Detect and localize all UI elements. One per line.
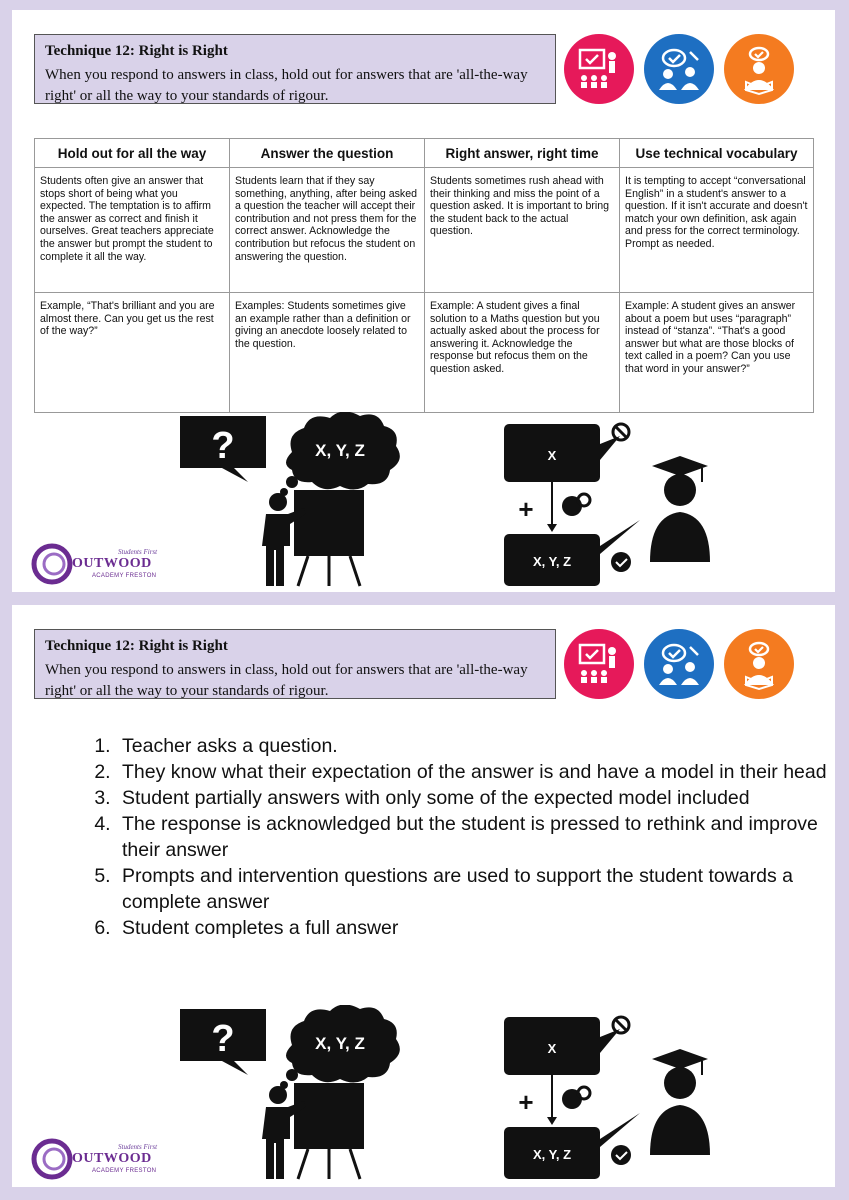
table-cell: Example, “That's brilliant and you are almost there. Can you get us the rest of the way?” — [35, 293, 230, 413]
question-mark-text: ? — [211, 425, 235, 467]
slide-steps — [12, 605, 835, 1187]
logo-tagline: Students First — [118, 1143, 158, 1151]
list-item: 5. Prompts and intervention questions are used to support the student towards a complete answer — [116, 863, 836, 915]
outwood-swirl-icon — [30, 1137, 74, 1181]
reading-student-icon — [724, 34, 794, 104]
column-header: Hold out for all the way — [35, 139, 230, 168]
teacher-question-pictogram — [180, 1005, 425, 1181]
plus-text: + — [518, 494, 534, 524]
teacher-presenting-icon — [564, 34, 634, 104]
feedback-conversation-icon — [644, 629, 714, 699]
answer-process-pictogram — [502, 1015, 712, 1181]
technique-description: When you respond to answers in class, hold out for answers that are 'all-the-way right' or all the way to your standards of rigour. — [45, 67, 528, 104]
table-cell: Example: A student gives an answer about a poem but uses “paragraph” instead of “stanza”. “That's a good answer but what are those blocks of text called in a poem? Can you use that word in your answer?” — [620, 293, 814, 413]
table-cell: Example: A student gives a final solution to a Maths question but you actually asked about the process for answering it. Acknowledge the response but refocus them on the question asked. — [425, 293, 620, 413]
question-mark-text: ? — [211, 1018, 235, 1060]
logo-tagline: Students First — [118, 548, 158, 556]
list-item: 6. Student completes a full answer — [116, 915, 836, 941]
list-item: 2. They know what their expectation of the answer is and have a model in their head — [116, 759, 836, 785]
box-top-text: X — [547, 448, 557, 463]
table-header-row — [35, 139, 814, 168]
technique-title-box — [34, 34, 556, 104]
slide-table — [12, 10, 835, 592]
table-cell: Students sometimes rush ahead with their thinking and miss the point of a question asked. It is important to bring the student back to the actual question. — [425, 168, 620, 293]
logo-academy: ACADEMY FRESTON — [92, 1168, 157, 1174]
list-item: 3. Student partially answers with only some of the expected model included — [116, 785, 836, 811]
answer-process-pictogram — [502, 422, 712, 588]
teacher-question-pictogram — [180, 412, 425, 588]
column-header: Use technical vocabulary — [620, 139, 814, 168]
feedback-conversation-icon — [644, 34, 714, 104]
logo-name: OUTWOOD — [72, 1151, 152, 1166]
logo-academy: ACADEMY FRESTON — [92, 573, 157, 579]
outwood-logo — [30, 1137, 180, 1183]
box-bottom-text: X, Y, Z — [532, 1147, 572, 1162]
table-cell: Students often give an answer that stops short of being what you expected. The temptation is to affirm the answer as correct and finish it ourselves. Great teachers appreciate the answer but prompt the student to complete it all the way. — [35, 168, 230, 293]
table-row — [35, 293, 814, 413]
thought-text: X, Y, Z — [315, 1034, 365, 1053]
table-cell: It is tempting to accept “conversational English” in a student's answer to a question. If it isn't accurate and doesn't match your own definition, ask again and press for the correct terminology. Prompt as needed. — [620, 168, 814, 293]
plus-text: + — [518, 1087, 534, 1117]
technique-description: When you respond to answers in class, hold out for answers that are 'all-the-way right' or all the way to your standards of rigour. — [45, 662, 528, 699]
reading-student-icon — [724, 629, 794, 699]
table-cell: Examples: Students sometimes give an example rather than a definition or giving an anecdote loosely related to the question. — [230, 293, 425, 413]
table-row — [35, 168, 814, 293]
table-cell: Students learn that if they say something, anything, after being asked a question the teacher will accept their contribution and not press them for the correct answer. Acknowledge the contribution but refocus the student on answering the question. — [230, 168, 425, 293]
teacher-presenting-icon — [564, 629, 634, 699]
techniques-table — [34, 138, 814, 413]
list-item: 4. The response is acknowledged but the student is pressed to rethink and improve their answer — [116, 811, 836, 863]
outwood-swirl-icon — [30, 542, 74, 586]
column-header: Answer the question — [230, 139, 425, 168]
box-top-text: X — [547, 1041, 557, 1056]
steps-list — [72, 733, 836, 941]
thought-text: X, Y, Z — [315, 441, 365, 460]
list-item: 1. Teacher asks a question. — [116, 733, 836, 759]
box-bottom-text: X, Y, Z — [532, 554, 572, 569]
column-header: Right answer, right time — [425, 139, 620, 168]
technique-title: Technique 12: Right is Right — [45, 43, 228, 59]
technique-title: Technique 12: Right is Right — [45, 638, 228, 654]
technique-title-box — [34, 629, 556, 699]
logo-name: OUTWOOD — [72, 556, 152, 571]
outwood-logo — [30, 542, 180, 588]
